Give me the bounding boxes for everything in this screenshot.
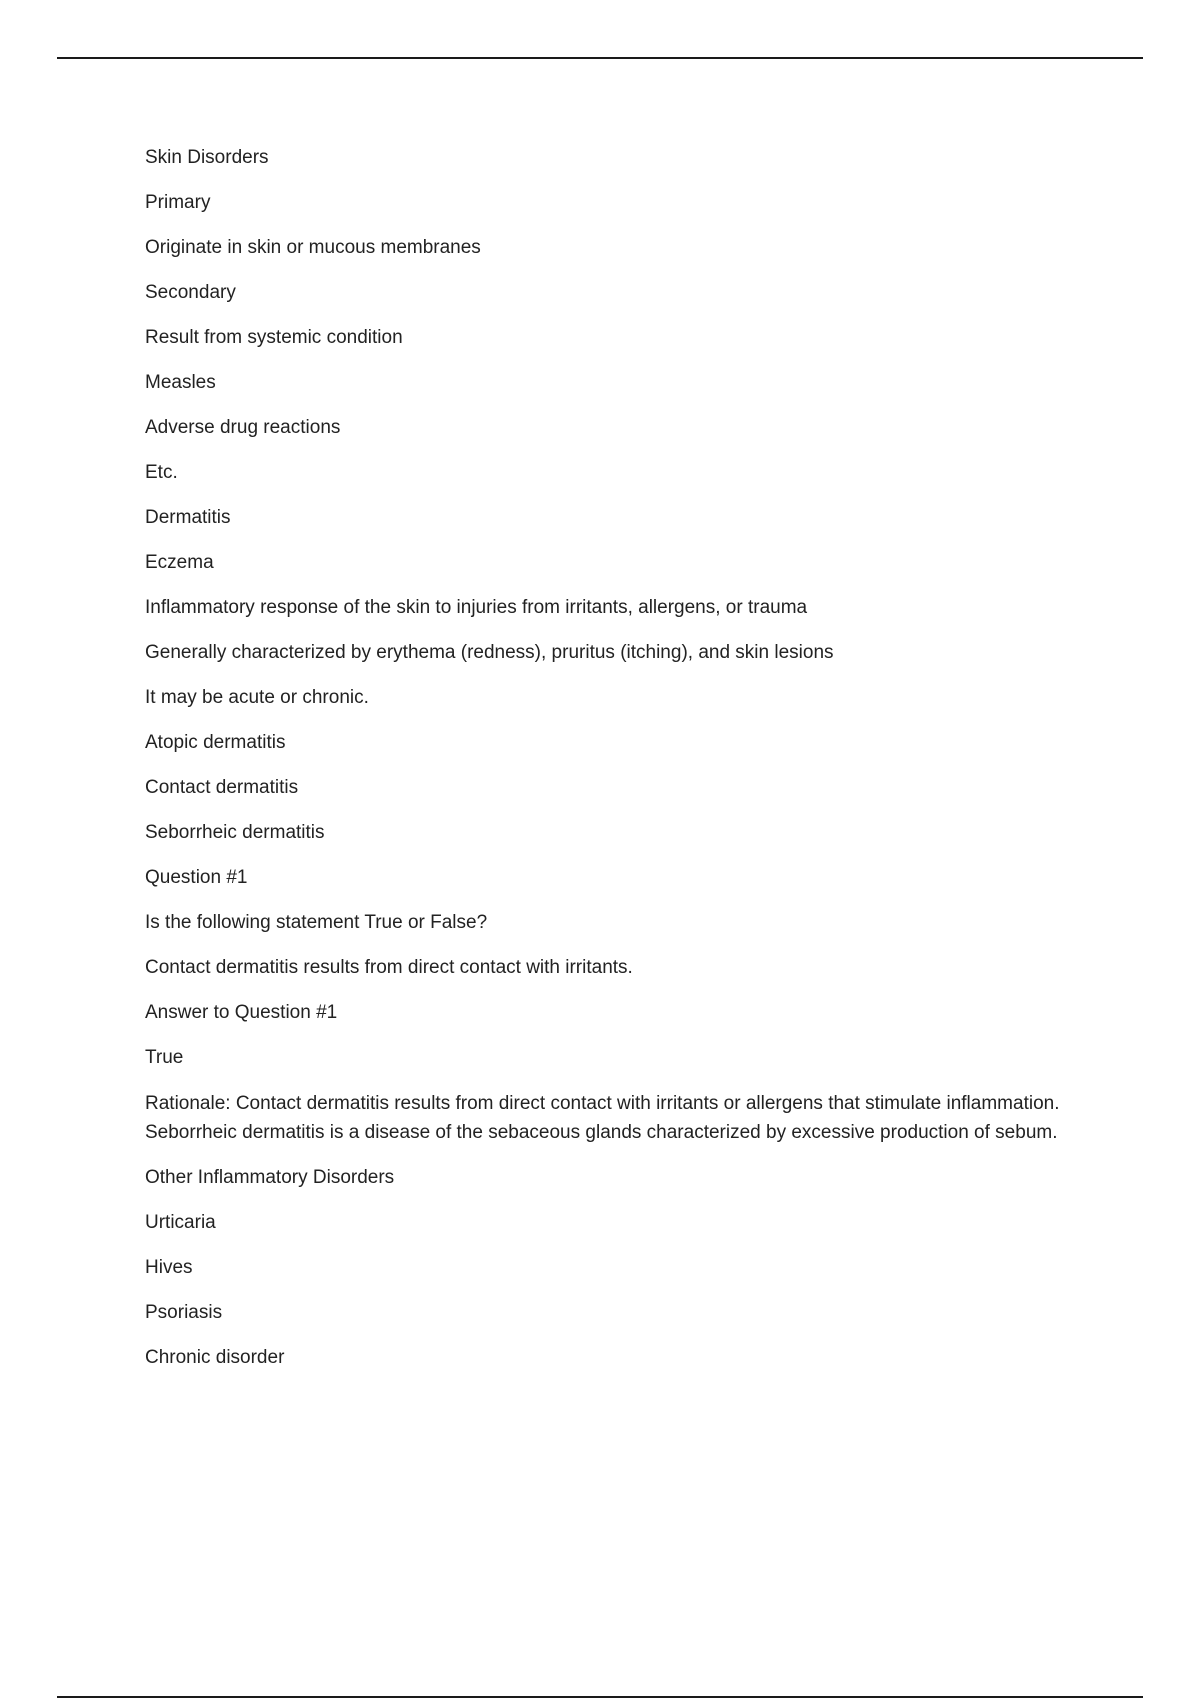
line-adverse-drug: Adverse drug reactions: [145, 417, 341, 438]
line-originate: Originate in skin or mucous membranes: [145, 237, 481, 258]
line-inflammatory-response: Inflammatory response of the skin to injuries from irritants, allergens, or trauma: [145, 597, 808, 618]
line-seborrheic: Seborrheic dermatitis: [145, 822, 325, 843]
line-hives: Hives: [145, 1257, 193, 1278]
line-question-1: Question #1: [145, 867, 248, 888]
header-rule: [57, 57, 1143, 59]
document-body: [145, 144, 1060, 1389]
line-etc: Etc.: [145, 462, 178, 483]
line-result-systemic: Result from systemic condition: [145, 327, 403, 348]
line-rationale: Rationale: Contact dermatitis results from direct contact with irritants or allergens that stimulate inflammation. Seborrheic dermatitis is a disease of the sebaceous glands characterized by excessive production of sebum.: [145, 1093, 1060, 1143]
line-psoriasis: Psoriasis: [145, 1302, 223, 1323]
line-secondary: Secondary: [145, 282, 236, 303]
footer-rule: [57, 1696, 1143, 1698]
line-eczema: Eczema: [145, 552, 214, 573]
line-acute-chronic: It may be acute or chronic.: [145, 687, 369, 708]
line-contact: Contact dermatitis: [145, 777, 299, 798]
line-true-or-false: Is the following statement True or False?: [145, 912, 488, 933]
line-other-inflammatory: Other Inflammatory Disorders: [145, 1167, 395, 1188]
line-answer-heading: Answer to Question #1: [145, 1002, 338, 1023]
line-dermatitis: Dermatitis: [145, 507, 231, 528]
line-primary: Primary: [145, 192, 211, 213]
line-characterized: Generally characterized by erythema (redness), pruritus (itching), and skin lesions: [145, 642, 834, 663]
line-skin-disorders: Skin Disorders: [145, 147, 269, 168]
line-answer-true: True: [145, 1047, 184, 1068]
line-measles: Measles: [145, 372, 216, 393]
line-urticaria: Urticaria: [145, 1212, 216, 1233]
line-statement: Contact dermatitis results from direct contact with irritants.: [145, 957, 633, 978]
line-chronic-disorder: Chronic disorder: [145, 1347, 285, 1368]
line-atopic: Atopic dermatitis: [145, 732, 286, 753]
